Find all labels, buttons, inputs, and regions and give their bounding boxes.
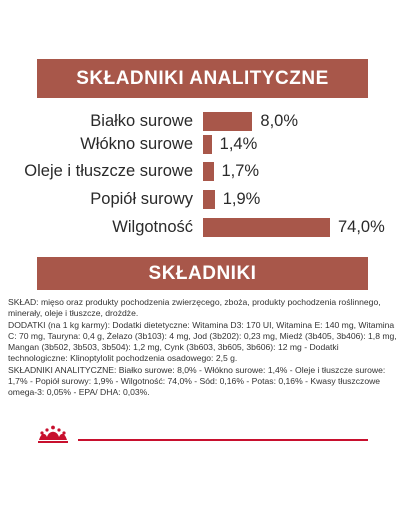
row-label: Popiół surowy — [90, 190, 193, 208]
row-value: 1,7% — [221, 162, 260, 180]
row-value: 1,4% — [219, 135, 258, 153]
analytic-constituents-title: SKŁADNIKI ANALITYCZNE — [76, 67, 329, 89]
ingredients-title: SKŁADNIKI — [148, 262, 257, 284]
brand-divider-line — [78, 439, 368, 441]
additives-paragraph: DODATKI (na 1 kg karmy): Dodatki dietetyczne: Witamina D3: 170 UI, Witamina E: 140 mg, Witamina C: 70 mg, Tauryna: 0,4 g, Żelazo (3b103): 4 mg, Jod (3b202): 0,23 mg, Miedź (3b405, 3b406): 1,8 mg, Mangan (3b502, 3b503, 3b504): 1,2 mg, Cynk (3b603, 3b605, 3b606): 12 mg - Dodatki technologiczne: Klinoptylolit pochodzenia osadowego: 2,5 g. — [8, 319, 397, 364]
value-bar — [203, 135, 212, 154]
composition-paragraph: SKŁAD: mięso oraz produkty pochodzenia zwierzęcego, zboża, produkty pochodzenia roślinnego, minerały, oleje i tłuszcze, drożdże. — [8, 297, 381, 319]
ingredients-banner — [37, 257, 368, 290]
analytic-paragraph: SKŁADNIKI ANALITYCZNE: Białko surowe: 8,0% - Włókno surowe: 1,4% - Oleje i tłuszcze surowe: 1,7% - Popiół surowy: 1,9% - Wilgotność: 74,0% - Sód: 0,16% - Potas: 0,16% - Kwasy tłuszczowe omega-3: 0,05% - EPA/ DHA: 0,03%. — [8, 364, 386, 398]
row-value: 74,0% — [338, 218, 385, 236]
value-bar — [203, 112, 252, 131]
analytic-row-ash — [0, 188, 405, 210]
row-label: Wilgotność — [112, 218, 193, 236]
row-value: 8,0% — [260, 112, 299, 130]
value-bar — [203, 218, 330, 237]
row-label: Włókno surowe — [80, 135, 193, 153]
value-bar — [203, 190, 215, 209]
analytic-constituents-banner — [37, 59, 368, 98]
analytic-row-moisture — [0, 216, 405, 238]
crown-logo-icon — [35, 424, 71, 444]
analytic-row-protein — [0, 110, 405, 132]
row-label: Oleje i tłuszcze surowe — [24, 162, 193, 180]
row-value: 1,9% — [222, 190, 261, 208]
composition-text — [8, 297, 398, 399]
row-label: Białko surowe — [90, 112, 193, 130]
analytic-row-fat — [0, 160, 405, 182]
analytic-row-fibre — [0, 133, 405, 155]
value-bar — [203, 162, 214, 181]
